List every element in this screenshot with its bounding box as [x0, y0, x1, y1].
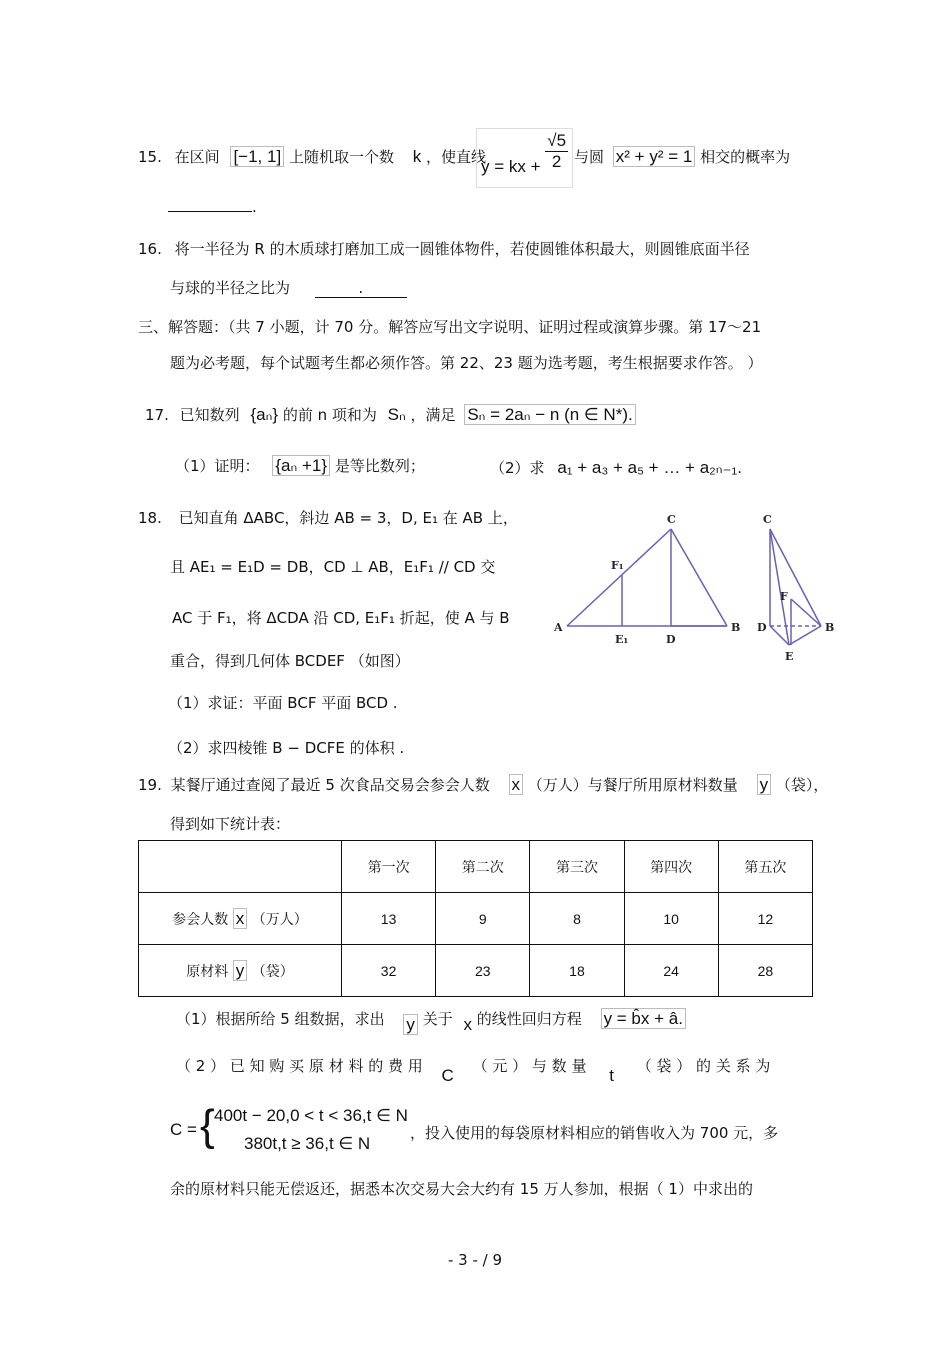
q19-line1: 19. 某餐厅通过查阅了最近 5 次食品交易会参会人数 x （万人）与餐厅所用原材料数量 y （袋），	[138, 775, 829, 794]
brace-icon: {	[200, 1101, 215, 1150]
q15-circle: x² + y² = 1	[613, 146, 696, 167]
q18-figures	[545, 505, 865, 675]
q16-line2: 与球的半径之比为 .	[170, 277, 407, 298]
section3-note: 题为必考题，每个试题考生都必须作答。第 22、23 题为选考题，考生根据要求作答。 ）	[170, 354, 763, 372]
label-b2: B	[825, 621, 835, 634]
label-d2: D	[757, 621, 767, 634]
q15-number: 15.	[138, 148, 162, 166]
figure-triangle-abc	[567, 529, 727, 626]
q19-line2: 得到如下统计表：	[170, 815, 291, 833]
q18-line2: 且 AE₁ = E₁D = DB，CD ⊥ AB，E₁F₁ // CD 交	[170, 558, 496, 576]
q18-line1: 18. 已知直角 ΔABC，斜边 AB = 3，D, E₁ 在 AB 上，	[138, 509, 518, 527]
table-row: 原材料 y （袋） 32 23 18 24 28	[139, 945, 813, 997]
statistics-table	[138, 840, 813, 997]
label-e: E	[785, 650, 794, 663]
q16-line1: 16. 将一半径为 R 的木质球打磨加工成一圆锥体物件，若使圆锥体积最大，则圆锥底面半径	[138, 240, 750, 258]
q17-part1: （1）证明： {aₙ +1} 是等比数列；	[175, 456, 425, 475]
label-e1: E₁	[615, 633, 629, 646]
q15-line: 15. 在区间 [−1, 1] 上随机取一个数 k ，使直线	[138, 147, 487, 166]
table-header-row: 第一次 第二次 第三次 第四次 第五次	[139, 841, 813, 893]
page-number: - 3 - / 9	[448, 1251, 503, 1269]
label-c2: C	[763, 513, 772, 526]
row-label-attendees: 参会人数 x （万人）	[139, 893, 342, 945]
q19-part1: （1）根据所给 5 组数据，求出 y 关于 x 的线性回归方程 y = b̂x + â.	[176, 1008, 686, 1029]
q15-answer-blank: .	[168, 198, 257, 216]
label-c: C	[667, 513, 676, 526]
q15-line-equation: y = kx + $\frac{√5}{2}$	[476, 128, 573, 188]
table-row: 参会人数 x （万人） 13 9 8 10 12	[139, 893, 813, 945]
q15-interval: [−1, 1]	[230, 146, 284, 167]
segment-cb	[671, 529, 727, 626]
segment-ac	[567, 529, 671, 626]
q17-stem: 17. 已知数列 {aₙ} 的前 n 项和为 Sₙ ，满足 Sₙ = 2aₙ − n (n ∈ N*).	[145, 404, 636, 425]
label-f: F	[780, 590, 788, 603]
q19-part2-line1: （ 2 ） 已 知 购 买 原 材 料 的 费 用 C （ 元 ） 与 数 量 t （ 袋 ） 的 关 系 为	[176, 1057, 771, 1085]
label-f1: F₁	[611, 559, 624, 572]
section3-heading: 三、解答题：（共 7 小题，计 70 分。解答应写出文字说明、证明过程或演算步骤。第 17～21	[138, 318, 762, 336]
q17-condition: Sₙ = 2aₙ − n (n ∈ N*).	[464, 404, 635, 425]
row-label-materials: 原材料 y （袋）	[139, 945, 342, 997]
q18-line3: AC 于 F₁，将 ΔCDA 沿 CD, E₁F₁ 折起，使 A 与 B	[172, 609, 510, 627]
label-d: D	[666, 633, 676, 646]
q17-part2: （2）求 a₁ + a₃ + a₅ + … + a₂ₙ₋₁.	[490, 458, 742, 477]
figure-solid-bcdef	[770, 529, 821, 645]
q19-part2-line2: ，投入使用的每袋原材料相应的销售收入为 700 元，多	[410, 1124, 779, 1142]
q18-part1: （1）求证：平面 BCF 平面 BCD .	[168, 694, 398, 712]
q15-line-tail: 与圆 x² + y² = 1 相交的概率为	[574, 147, 791, 166]
q18-line4: 重合，得到几何体 BCDEF （如图）	[170, 652, 410, 670]
q18-part2: （2）求四棱锥 B − DCFE 的体积 .	[168, 739, 405, 757]
label-b: B	[731, 621, 741, 634]
label-a: A	[554, 621, 563, 634]
q19-part2-line3: 余的原材料只能无偿返还，据悉本次交易大会大约有 15 万人参加，根据（ 1）中求出的	[170, 1180, 753, 1198]
